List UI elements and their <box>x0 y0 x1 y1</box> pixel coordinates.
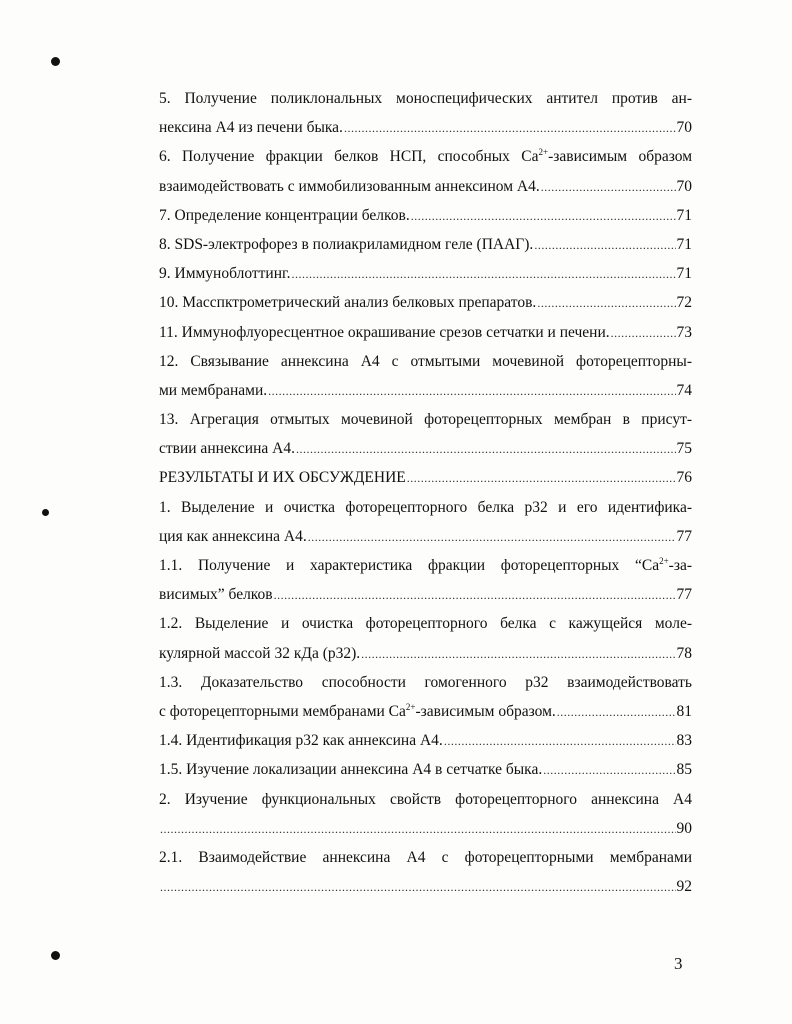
toc-entry-13-line1: 13. Агрегация отмытых мочевиной фоторецепторных мембран в присут- <box>159 411 692 429</box>
page-ref: 92 <box>676 878 692 896</box>
toc-entry-r2-1-line1: 2.1. Взаимодействие аннексина А4 с фоторецепторными мембранами <box>159 848 692 866</box>
page-ref: 71 <box>676 206 692 224</box>
page-ref: 85 <box>676 761 692 779</box>
toc-entry-r1-4: 1.4. Идентификация р32 как аннексина А4. ..... 83 <box>159 726 692 755</box>
toc-entry-12-line1: 12. Связывание аннексина А4 с отмытыми мочевиной фоторецепторны- <box>159 352 692 370</box>
toc-entry-7: 7. Определение концентрации белков. ..... 71 <box>159 201 692 230</box>
toc-entry-r1-3-line1: 1.3. Доказательство способности гомогенного р32 взаимодействовать <box>159 673 692 691</box>
page-ref: 74 <box>676 381 692 399</box>
toc-entry-r1-line1: 1. Выделение и очистка фоторецепторного белка р32 и его идентифика- <box>159 498 692 516</box>
page-ref: 71 <box>676 235 692 253</box>
toc-entry-r1-1-line1: 1.1. Получение и характеристика фракции фоторецепторных “$Са^{2+}-за-$ <box>159 556 692 574</box>
toc-entry-r1-1-line2: висимых” белков ..... 77 <box>159 580 692 609</box>
toc-entry-r2-line1: 2. Изучение функциональных свойств фоторецепторного аннексина А4 <box>159 790 692 808</box>
binder-hole-mark <box>42 509 49 516</box>
toc-entry-11: 11. Иммунофлуоресцентное окрашивание срезов сетчатки и печени. ..... 73 <box>159 318 692 347</box>
page-ref: 70 <box>676 177 692 195</box>
toc-entry-r1-3-line2: с фоторецепторными мембранами $Са^{2+}$-зависимым образом. ..... 81 <box>159 697 692 726</box>
binder-hole-mark <box>51 57 60 66</box>
table-of-contents <box>159 84 692 901</box>
page-number: 3 <box>674 954 683 973</box>
page-ref: 71 <box>676 265 692 283</box>
binder-hole-mark <box>51 951 60 960</box>
page-ref: 76 <box>676 469 692 487</box>
toc-entry-6-line1: 6. Получение фракции белков НСП, способных $Са^{2+}$-зависимым образом <box>159 147 692 166</box>
toc-section-results: РЕЗУЛЬТАТЫ И ИХ ОБСУЖДЕНИЕ ..... 76 <box>159 463 692 492</box>
toc-entry-10: 10. Масспктрометрический анализ белковых препаратов. ..... 72 <box>159 288 692 317</box>
toc-entry-r2-line2 <box>159 814 692 843</box>
page-ref: 77 <box>676 586 692 604</box>
toc-entry-5-line1: 5. Получение поликлональных моноспецифических антител против ан- <box>159 90 692 107</box>
page-ref: 73 <box>676 323 692 341</box>
toc-entry-r2-1-line2 <box>159 872 692 901</box>
toc-entry-r1-5: 1.5. Изучение локализации аннексина А4 в сетчатке быка. ..... 85 <box>159 755 692 784</box>
toc-entry-r1-2-line1: 1.2. Выделение и очистка фоторецепторного белка с кажущейся моле- <box>159 615 692 633</box>
toc-entry-6-line2: взаимодействовать с иммобилизованным аннексином А4. ..... 70 <box>159 172 692 201</box>
toc-entry-13-line2: ствии аннексина А4. ..... 75 <box>159 434 692 463</box>
toc-entry-9: 9. Иммуноблоттинг. ..... 71 <box>159 259 692 288</box>
toc-entry-12-line2: ми мембранами. ..... 74 <box>159 376 692 405</box>
page-ref: 81 <box>676 702 692 720</box>
page-ref: 72 <box>676 294 692 312</box>
page-ref: 70 <box>676 119 692 137</box>
page-ref: 75 <box>676 440 692 458</box>
page-ref: 83 <box>676 732 692 750</box>
page-ref: 78 <box>676 644 692 662</box>
page-ref: 77 <box>676 527 692 545</box>
page-ref: 90 <box>676 819 692 837</box>
toc-entry-8: 8. SDS-электрофорез в полиакриламидном геле (ПААГ). ..... 71 <box>159 230 692 259</box>
toc-entry-r1-line2: ция как аннексина А4. ..... 77 <box>159 522 692 551</box>
toc-entry-r1-2-line2: кулярной массой 32 кДа (р32). ..... 78 <box>159 639 692 668</box>
toc-entry-5-line2: нексина А4 из печени быка. ..... 70 <box>159 113 692 142</box>
